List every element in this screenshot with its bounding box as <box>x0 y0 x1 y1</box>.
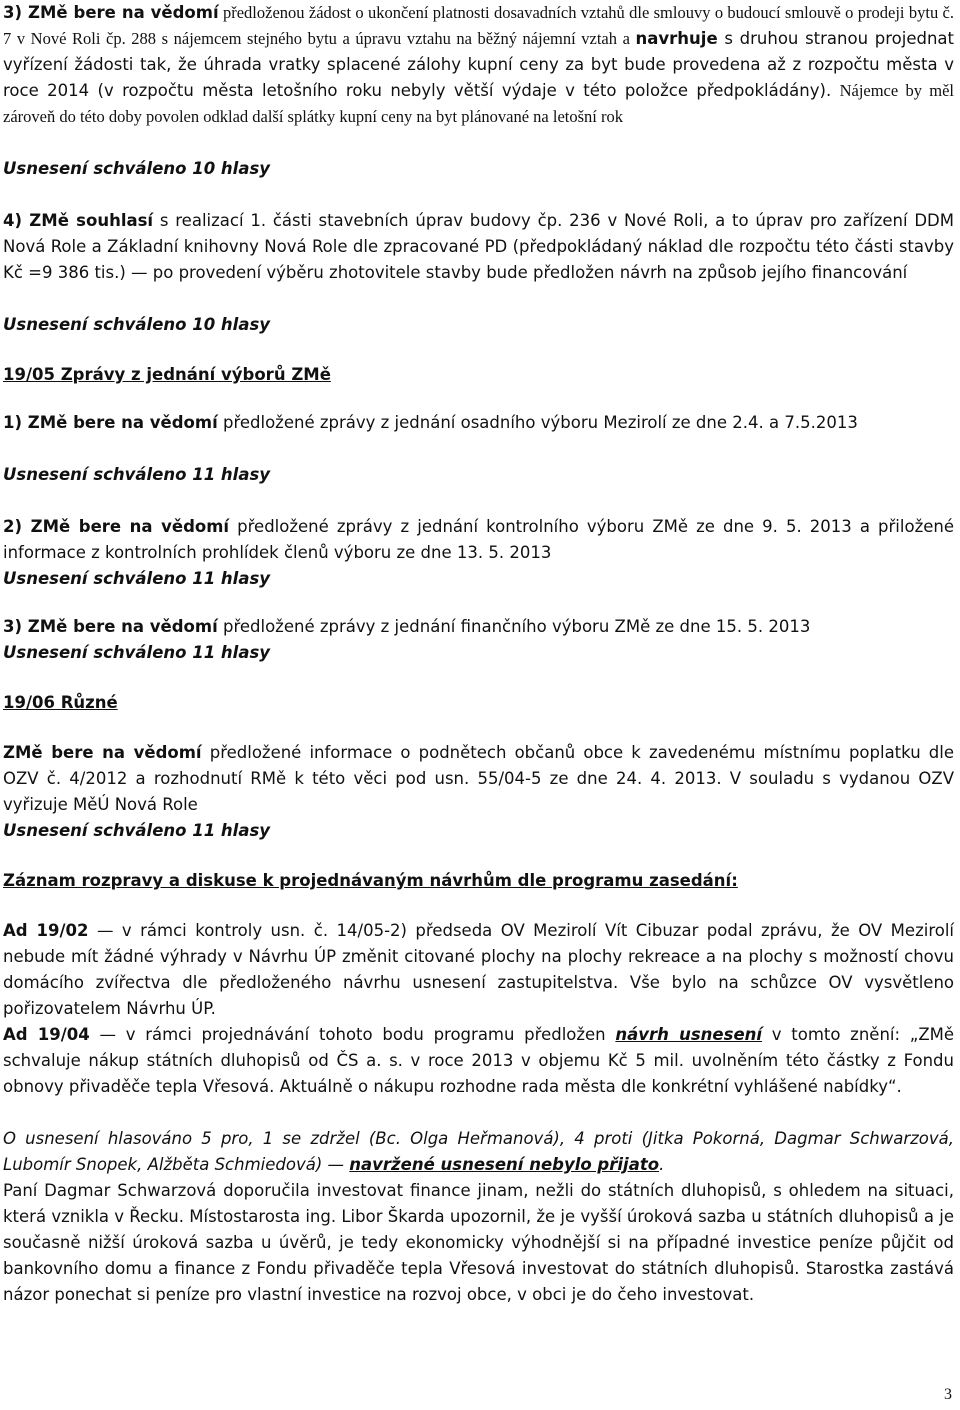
record-ad-19-04-text-2: v tomto znění: „ZMě schvaluje nákup státních dluhopisů od ČS a. s. v roce 2013 v objemu Kč 5 mil. uvolněním této částky z Fondu obnovy přivaděče tepla Vřesová. Aktuálně o nákupu rozhodne rada města dle konkrétní vyhlášené nabídky“. <box>3 1025 955 1096</box>
record-ad-19-04-text-1: — v rámci projednávání tohoto bodu programu předložen <box>89 1025 616 1044</box>
section-19-05-item-3 <box>3 614 954 640</box>
record-vote-result-bold: navržené usnesení nebylo přijato <box>349 1155 660 1174</box>
section-19-05-item-2-text: předložené zprávy z jednání kontrolního výboru ZMě ze dne 9. 5. 2013 a přiložené informace z kontrolních prohlídek členů výboru ze dne 13. 5. 2013 <box>3 517 954 562</box>
item-4-number: 4) ZMě souhlasí <box>3 211 154 230</box>
item-3-text-2: s druhou stranou projednat vyřízení žádosti tak, že úhrada vratky splacené zálohy kupní ceny za byt bude provedena až z rozpočtu města v roce 2014 (v rozpočtu města letošního roku nebyly větší výdaje v této položce předpokládány). <box>3 29 954 100</box>
record-vote-result-end: . <box>659 1155 665 1174</box>
section-19-06-number: ZMě bere na vědomí <box>3 743 202 762</box>
record-ad-19-02 <box>3 918 954 1022</box>
section-19-05-heading: 19/05 Zprávy z jednání výborů ZMě <box>3 365 331 384</box>
section-19-05-item-2-number: 2) ZMě bere na vědomí <box>3 517 230 536</box>
record-vote-result <box>3 1126 954 1178</box>
item-3-vote: Usnesení schváleno 10 hlasy <box>3 159 271 178</box>
record-ad-19-04 <box>3 1022 954 1100</box>
section-19-05-item-2 <box>3 514 954 566</box>
section-19-05-item-2-vote: Usnesení schváleno 11 hlasy <box>3 569 271 588</box>
item-4-vote: Usnesení schváleno 10 hlasy <box>3 315 271 334</box>
record-vote-result-text: O usnesení hlasováno 5 pro, 1 se zdržel (Bc. Olga Heřmanová), 4 proti (Jitka Pokorná, Dagmar Schwarzová, Lubomír Snopek, Alžběta Schmiedová) — <box>3 1129 954 1174</box>
record-discussion: Paní Dagmar Schwarzová doporučila investovat finance jinam, nežli do státních dluhopisů, s ohledem na situaci, která vznikla v Řecku. Místostarosta ing. Libor Škarda upozornil, že je vyšší úroková sazba u státních dluhopisů a je současně nižší úroková sazba u úvěrů, je tedy ekonomicky výhodnější si na případné investice peníze půjčit od bankovního domu a finance z Fondu přivaděče tepla Vřesová investovat do státních dluhopisů. Starostka zastává názor ponechat si peníze pro vlastní investice na rozvoj obce, v obci je do čeho investovat. <box>3 1181 954 1304</box>
section-19-06-paragraph <box>3 740 954 818</box>
record-ad-19-02-text: — v rámci kontroly usn. č. 14/05-2) předseda OV Mezirolí Vít Cibuzar podal zprávu, že OV Mezirolí nebude mít žádné výhrady v Návrhu ÚP změnit citované plochy na plochy rekreace a na plochy s možností chovu domácího zvířectva dle předloženého návrhu usnesení zastupitelstva. Vše bylo na schůzce OV vysvětleno pořizovatelem Návrhu ÚP. <box>3 921 954 1018</box>
section-19-06-text: předložené informace o podnětech občanů obce k zavedenému místnímu poplatku dle OZV č. 4/2012 a rozhodnutí RMě k této věci pod usn. 55/04-5 ze dne 24. 4. 2013. V souladu s vydanou OZV vyřizuje MěÚ Nová Role <box>3 743 954 814</box>
item-3-text-1: předloženou žádost o ukončení platnosti dosavadních vztahů dle smlouvy o budoucí smlouvě o prodeji bytu č. 7 v Nové Roli čp. 288 s nájemcem stejného bytu a úpravu vztahu na běžný nájemní vztah a <box>3 3 954 48</box>
section-19-05-item-1-vote: Usnesení schváleno 11 hlasy <box>3 465 271 484</box>
section-19-05-item-3-text: předložené zprávy z jednání finančního výboru ZMě ze dne 15. 5. 2013 <box>217 617 811 636</box>
page-number: 3 <box>944 1386 952 1403</box>
section-19-05-item-3-vote: Usnesení schváleno 11 hlasy <box>3 643 271 662</box>
section-19-05-item-1-number: 1) ZMě bere na vědomí <box>3 413 218 432</box>
record-ad-19-04-proposal: návrh usnesení <box>615 1025 763 1044</box>
item-4-text: s realizací 1. části stavebních úprav budovy čp. 236 v Nové Roli, a to úprav pro zařízení DDM Nová Role a Základní knihovny Nová Role dle zpracované PD (předpokládaný náklad dle rozpočtu této části stavby Kč =9 386 tis.) — po provedení výběru zhotovitele stavby bude předložen návrh na způsob jejího financování <box>3 211 954 282</box>
item-3-number: 3) ZMě bere na vědomí <box>3 3 219 22</box>
section-19-06-heading: 19/06 Různé <box>3 693 118 712</box>
section-19-06-vote: Usnesení schváleno 11 hlasy <box>3 821 271 840</box>
section-19-05-item-3-number: 3) ZMě bere na vědomí <box>3 617 218 636</box>
item-3-navrhuje: navrhuje <box>635 29 718 48</box>
record-ad-19-02-label: Ad 19/02 <box>3 921 89 940</box>
record-ad-19-04-label: Ad 19/04 <box>3 1025 90 1044</box>
section-19-05-item-1 <box>3 410 954 436</box>
record-heading: Záznam rozpravy a diskuse k projednávaným návrhům dle programu zasedání: <box>3 871 738 890</box>
item-3-text-3: Nájemce by měl zároveň do této doby povolen odklad další splátky kupní ceny na byt plánované na letošní rok <box>3 81 954 126</box>
section-19-05-item-1-text: předložené zprávy z jednání osadního výboru Mezirolí ze dne 2.4. a 7.5.2013 <box>217 413 858 432</box>
item-3-paragraph <box>3 0 954 130</box>
item-4-paragraph <box>3 208 954 286</box>
